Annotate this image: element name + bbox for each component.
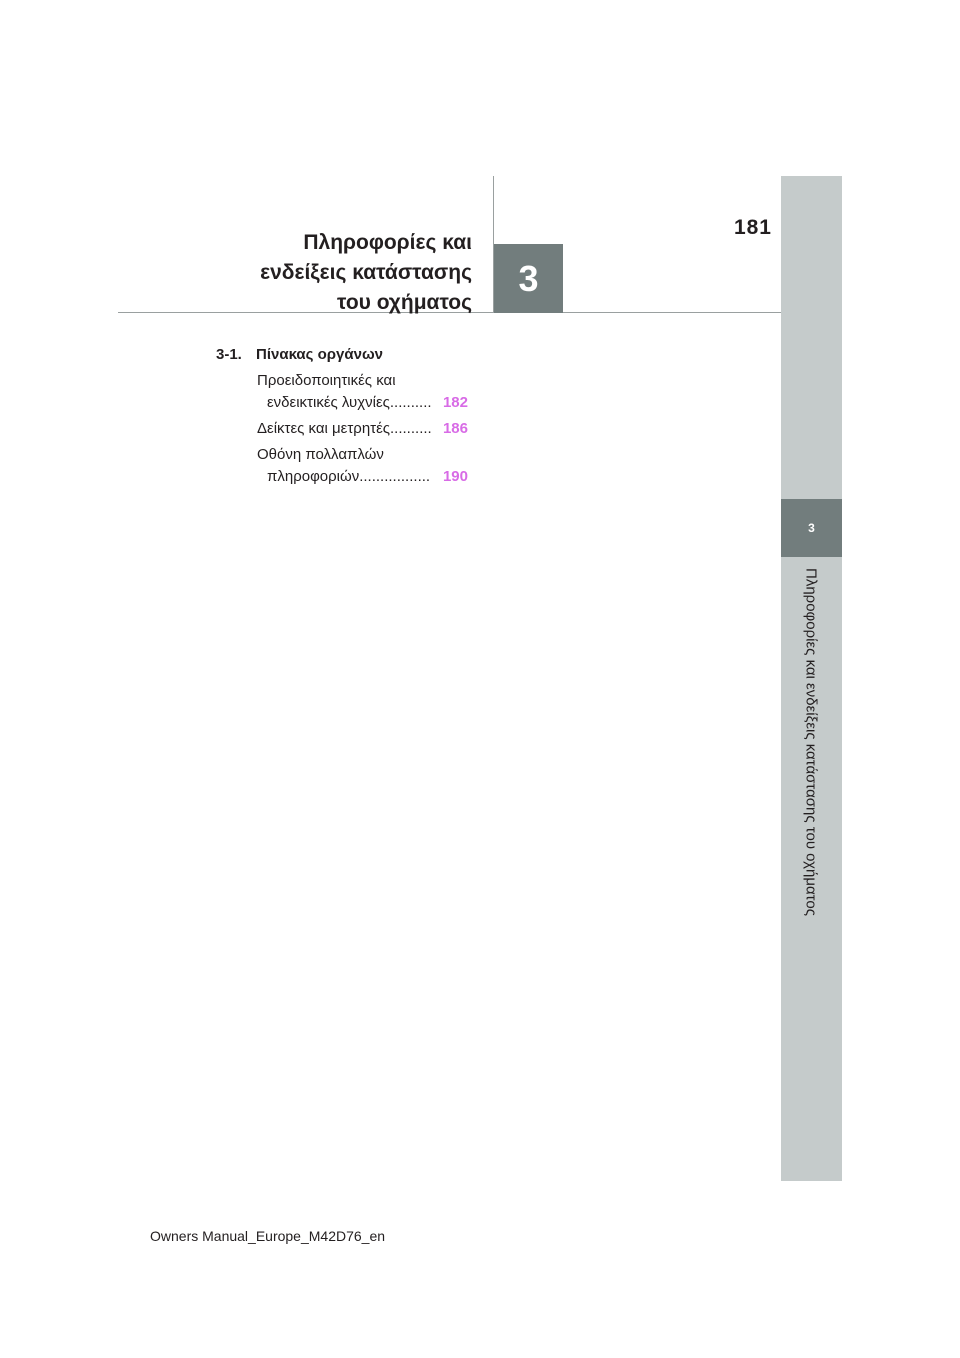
- toc-page-link[interactable]: 190: [442, 468, 468, 485]
- toc-leader-dots: ..........: [389, 394, 432, 411]
- footer-text: Owners Manual_Europe_M42D76_en: [150, 1228, 386, 1244]
- chapter-title-line-1: Πληροφορίες και: [303, 231, 472, 254]
- page-number: 181: [733, 216, 772, 239]
- chapter-title-line-2: ενδείξεις κατάστασης: [260, 261, 472, 284]
- toc-leader-dots: .................: [359, 468, 431, 485]
- toc-entry-text: Οθόνη πολλαπλών: [257, 446, 384, 463]
- toc-page-link[interactable]: 186: [442, 420, 468, 437]
- toc-entry-gauges-meters[interactable]: [257, 418, 468, 440]
- toc-leader-dots: ..........: [390, 420, 432, 437]
- toc-entry-text: ενδεικτικές λυχνίες: [267, 394, 390, 411]
- toc-entry-text: πληροφοριών: [267, 468, 360, 485]
- toc-section-title: Πίνακας οργάνων: [256, 346, 383, 363]
- chapter-number-box: 3: [494, 244, 563, 313]
- chapter-title: [180, 228, 472, 318]
- chapter-title-line-3: του οχήματος: [337, 291, 472, 314]
- toc-entry-text: Δείκτες και μετρητές: [257, 420, 391, 437]
- toc-entry-warning-lights[interactable]: [257, 370, 468, 414]
- toc-page-link[interactable]: 182: [442, 394, 468, 411]
- toc-entry-text: Προειδοποιητικές και: [257, 372, 396, 389]
- side-tab-chapter[interactable]: 3: [781, 499, 842, 557]
- table-of-contents: [216, 344, 468, 492]
- side-tab-label-text: Πληροφορίες και ενδείξεις κατάστασης του οχήματος: [802, 568, 820, 916]
- toc-section-number: 3-1.: [216, 346, 242, 363]
- toc-section-heading: [216, 344, 468, 366]
- toc-entry-multi-info-display[interactable]: [257, 444, 468, 488]
